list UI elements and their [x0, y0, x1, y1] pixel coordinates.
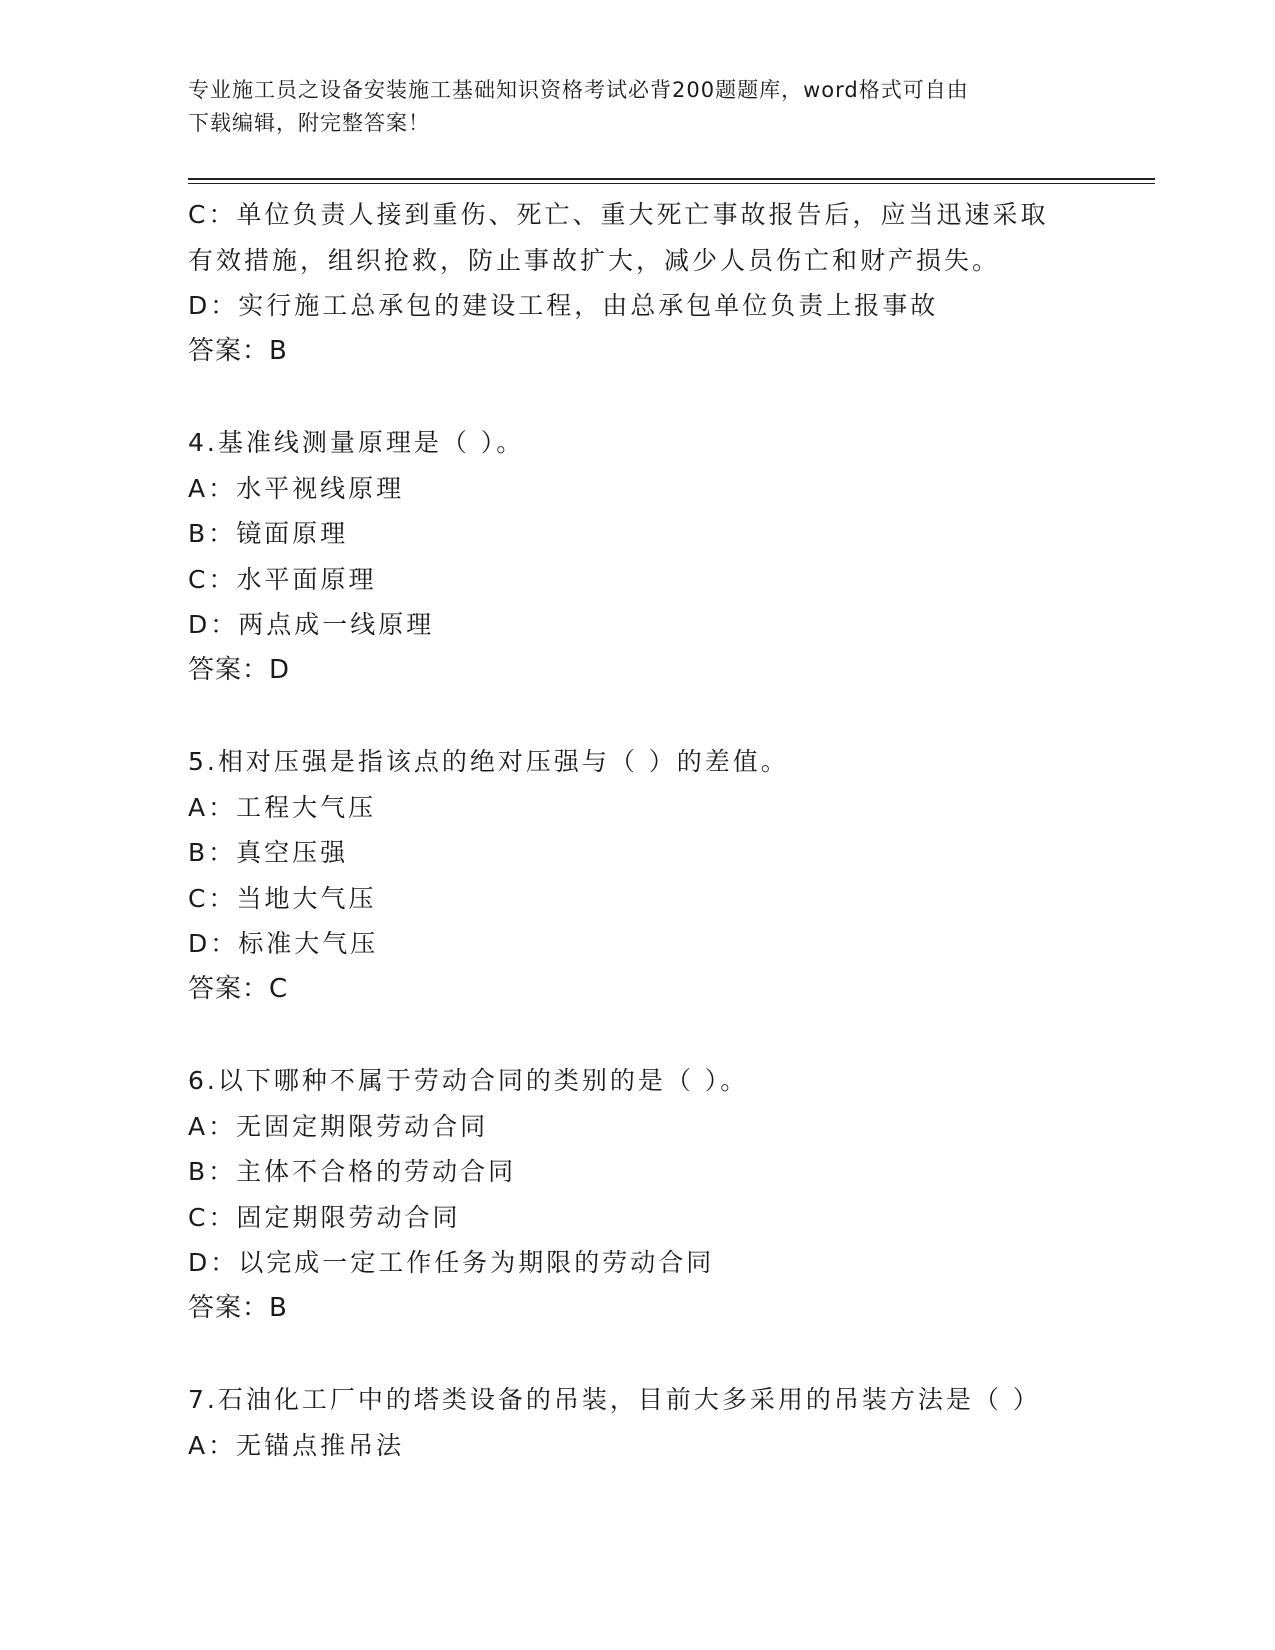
- question-stem: 5.相对压强是指该点的绝对压强与（ ）的差值。: [188, 747, 789, 776]
- option-d: D：实行施工总承包的建设工程，由总承包单位负责上报事故: [188, 291, 939, 320]
- answer: 答案：B: [188, 335, 288, 366]
- header-title-line-1: 专业施工员之设备安装施工基础知识资格考试必背200题题库，word格式可自由: [188, 78, 969, 102]
- question-stem: 7.石油化工厂中的塔类设备的吊装，目前大多采用的吊装方法是（ ）: [188, 1385, 1041, 1414]
- option-d: D：以完成一定工作任务为期限的劳动合同: [188, 1248, 715, 1277]
- header-divider-thick: [188, 178, 1155, 180]
- question-stem: 4.基准线测量原理是（ ）。: [188, 428, 525, 457]
- option-a: A：无锚点推吊法: [188, 1430, 405, 1460]
- option-a: A：工程大气压: [188, 792, 377, 822]
- option-a: A：无固定期限劳动合同: [188, 1111, 489, 1141]
- option-c: C：固定期限劳动合同: [188, 1202, 461, 1232]
- option-c: C：当地大气压: [188, 883, 377, 913]
- option-c-continued: 有效措施，组织抢救，防止事故扩大，减少人员伤亡和财产损失。: [188, 245, 1001, 275]
- question-list: [188, 192, 1148, 1468]
- question-7: [188, 1377, 1148, 1468]
- question-5: [188, 739, 1148, 1012]
- option-b: B：主体不合格的劳动合同: [188, 1157, 517, 1186]
- question-6: [188, 1058, 1148, 1331]
- question-4: [188, 420, 1148, 693]
- option-b: B：真空压强: [188, 838, 349, 867]
- answer: 答案：C: [188, 973, 289, 1004]
- option-d: D：两点成一线原理: [188, 610, 435, 639]
- document-header: [188, 74, 1068, 140]
- option-d: D：标准大气压: [188, 929, 379, 958]
- option-c: C：水平面原理: [188, 564, 377, 594]
- header-title-line-2: 下载编辑，附完整答案！: [188, 111, 430, 135]
- question-stem: 6.以下哪种不属于劳动合同的类别的是（ ）。: [188, 1066, 749, 1095]
- answer: 答案：B: [188, 1292, 288, 1323]
- option-b: B：镜面原理: [188, 519, 349, 548]
- option-c: C：单位负责人接到重伤、死亡、重大死亡事故报告后，应当迅速采取: [188, 200, 1049, 229]
- answer: 答案：D: [188, 654, 291, 685]
- header-divider-thin: [188, 183, 1155, 184]
- option-a: A：水平视线原理: [188, 473, 405, 503]
- question-3-continued: [188, 192, 1148, 374]
